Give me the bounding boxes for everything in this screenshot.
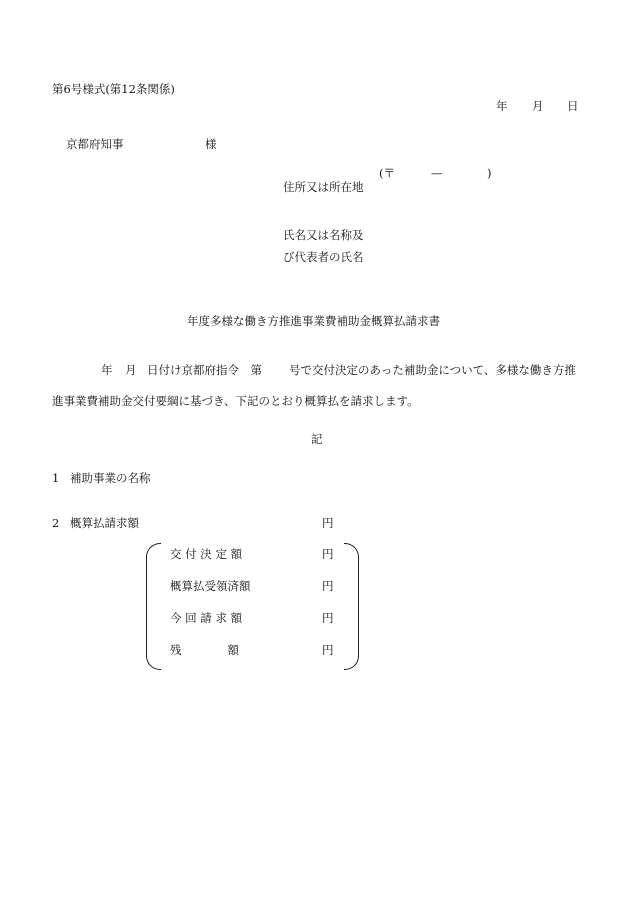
item-2-number: 2 [52,516,60,530]
postal-close: ) [487,166,492,180]
item-2-label: 概算払請求額 [70,516,139,530]
breakdown-label: 残 額 [170,643,239,657]
body-line2: 進事業費補助金交付要綱に基づき、下記のとおり概算払を請求します。 [52,394,419,408]
breakdown-label: 今 回 請 求 額 [170,611,243,625]
left-bracket [146,543,161,670]
postal-open: (〒 [379,166,395,180]
date-month: 月 [532,99,544,113]
address-label: 住所又は所在地 [283,180,364,194]
addressee-name: 京都府知事 [66,137,124,151]
body-year: 年 [101,363,113,377]
item-1-number: 1 [52,471,60,485]
addressee-honorific: 様 [205,137,217,151]
body-number-suffix: 号で交付決定のあった補助金について、多様な働き方推 [289,363,576,377]
right-bracket [344,543,359,670]
breakdown-unit: 円 [322,547,334,561]
name-label-line2: び代表者の氏名 [283,250,364,264]
postal-dash: — [431,166,443,180]
date-day: 日 [567,99,579,113]
body-month: 月 [125,363,137,377]
ki-heading: 記 [311,432,323,446]
form-number: 第6号様式(第12条関係) [52,82,175,96]
name-label-line1: 氏名又は名称及 [283,228,364,242]
breakdown-unit: 円 [322,643,334,657]
item-2-unit: 円 [322,516,334,530]
body-line1-rest: 日付け京都府指令 第 [147,363,262,377]
document-title: 年度多様な働き方推進事業費補助金概算払請求書 [187,314,440,328]
date-year: 年 [496,99,508,113]
breakdown-label: 交 付 決 定 額 [170,547,243,561]
breakdown-unit: 円 [322,579,334,593]
breakdown-unit: 円 [322,611,334,625]
item-1-label: 補助事業の名称 [70,471,151,485]
breakdown-label: 概算払受領済額 [170,579,251,593]
